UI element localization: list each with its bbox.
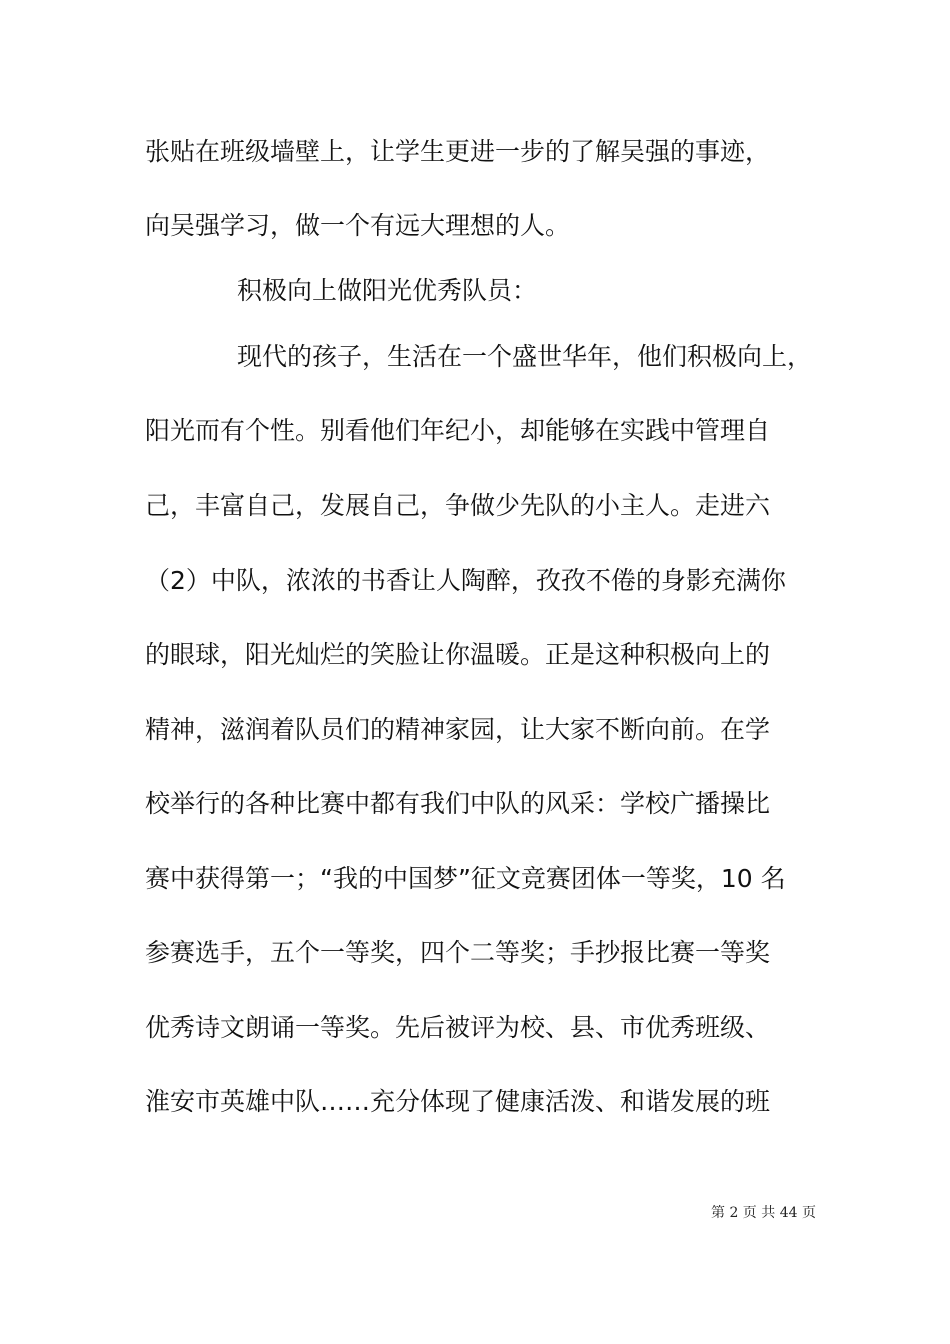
- text-line-5: 阳光而有个性。别看他们年纪小，却能够在实践中管理自: [145, 416, 771, 445]
- text-line-12: 参赛选手，五个一等奖，四个二等奖；手抄报比赛一等奖: [145, 938, 771, 967]
- text-line-9: 精神，滋润着队员们的精神家园，让大家不断向前。在学: [145, 715, 771, 744]
- text-line-4: 现代的孩子，生活在一个盛世华年，他们积极向上，: [237, 342, 813, 371]
- text-line-14: 淮安市英雄中队……充分体现了健康活泼、和谐发展的班: [145, 1087, 771, 1116]
- text-line-1: 张贴在班级墙壁上，让学生更进一步的了解吴强的事迹，: [145, 137, 771, 166]
- text-line-7: （2）中队，浓浓的书香让人陶醉，孜孜不倦的身影充满你: [145, 566, 786, 595]
- text-line-13: 优秀诗文朗诵一等奖。先后被评为校、县、市优秀班级、: [145, 1013, 771, 1042]
- text-line-6: 己，丰富自己，发展自己，争做少先队的小主人。走进六: [145, 491, 771, 520]
- page-number-footer: 第 2 页 共 44 页: [711, 1205, 816, 1221]
- text-line-10: 校举行的各种比赛中都有我们中队的风采：学校广播操比: [145, 789, 771, 818]
- section-heading: 积极向上做阳光优秀队员：: [237, 276, 538, 305]
- text-line-8: 的眼球，阳光灿烂的笑脸让你温暖。正是这种积极向上的: [145, 640, 771, 669]
- text-line-11: 赛中获得第一；“我的中国梦”征文竞赛团体一等奖，10 名: [145, 864, 786, 893]
- text-line-2: 向吴强学习，做一个有远大理想的人。: [145, 211, 571, 240]
